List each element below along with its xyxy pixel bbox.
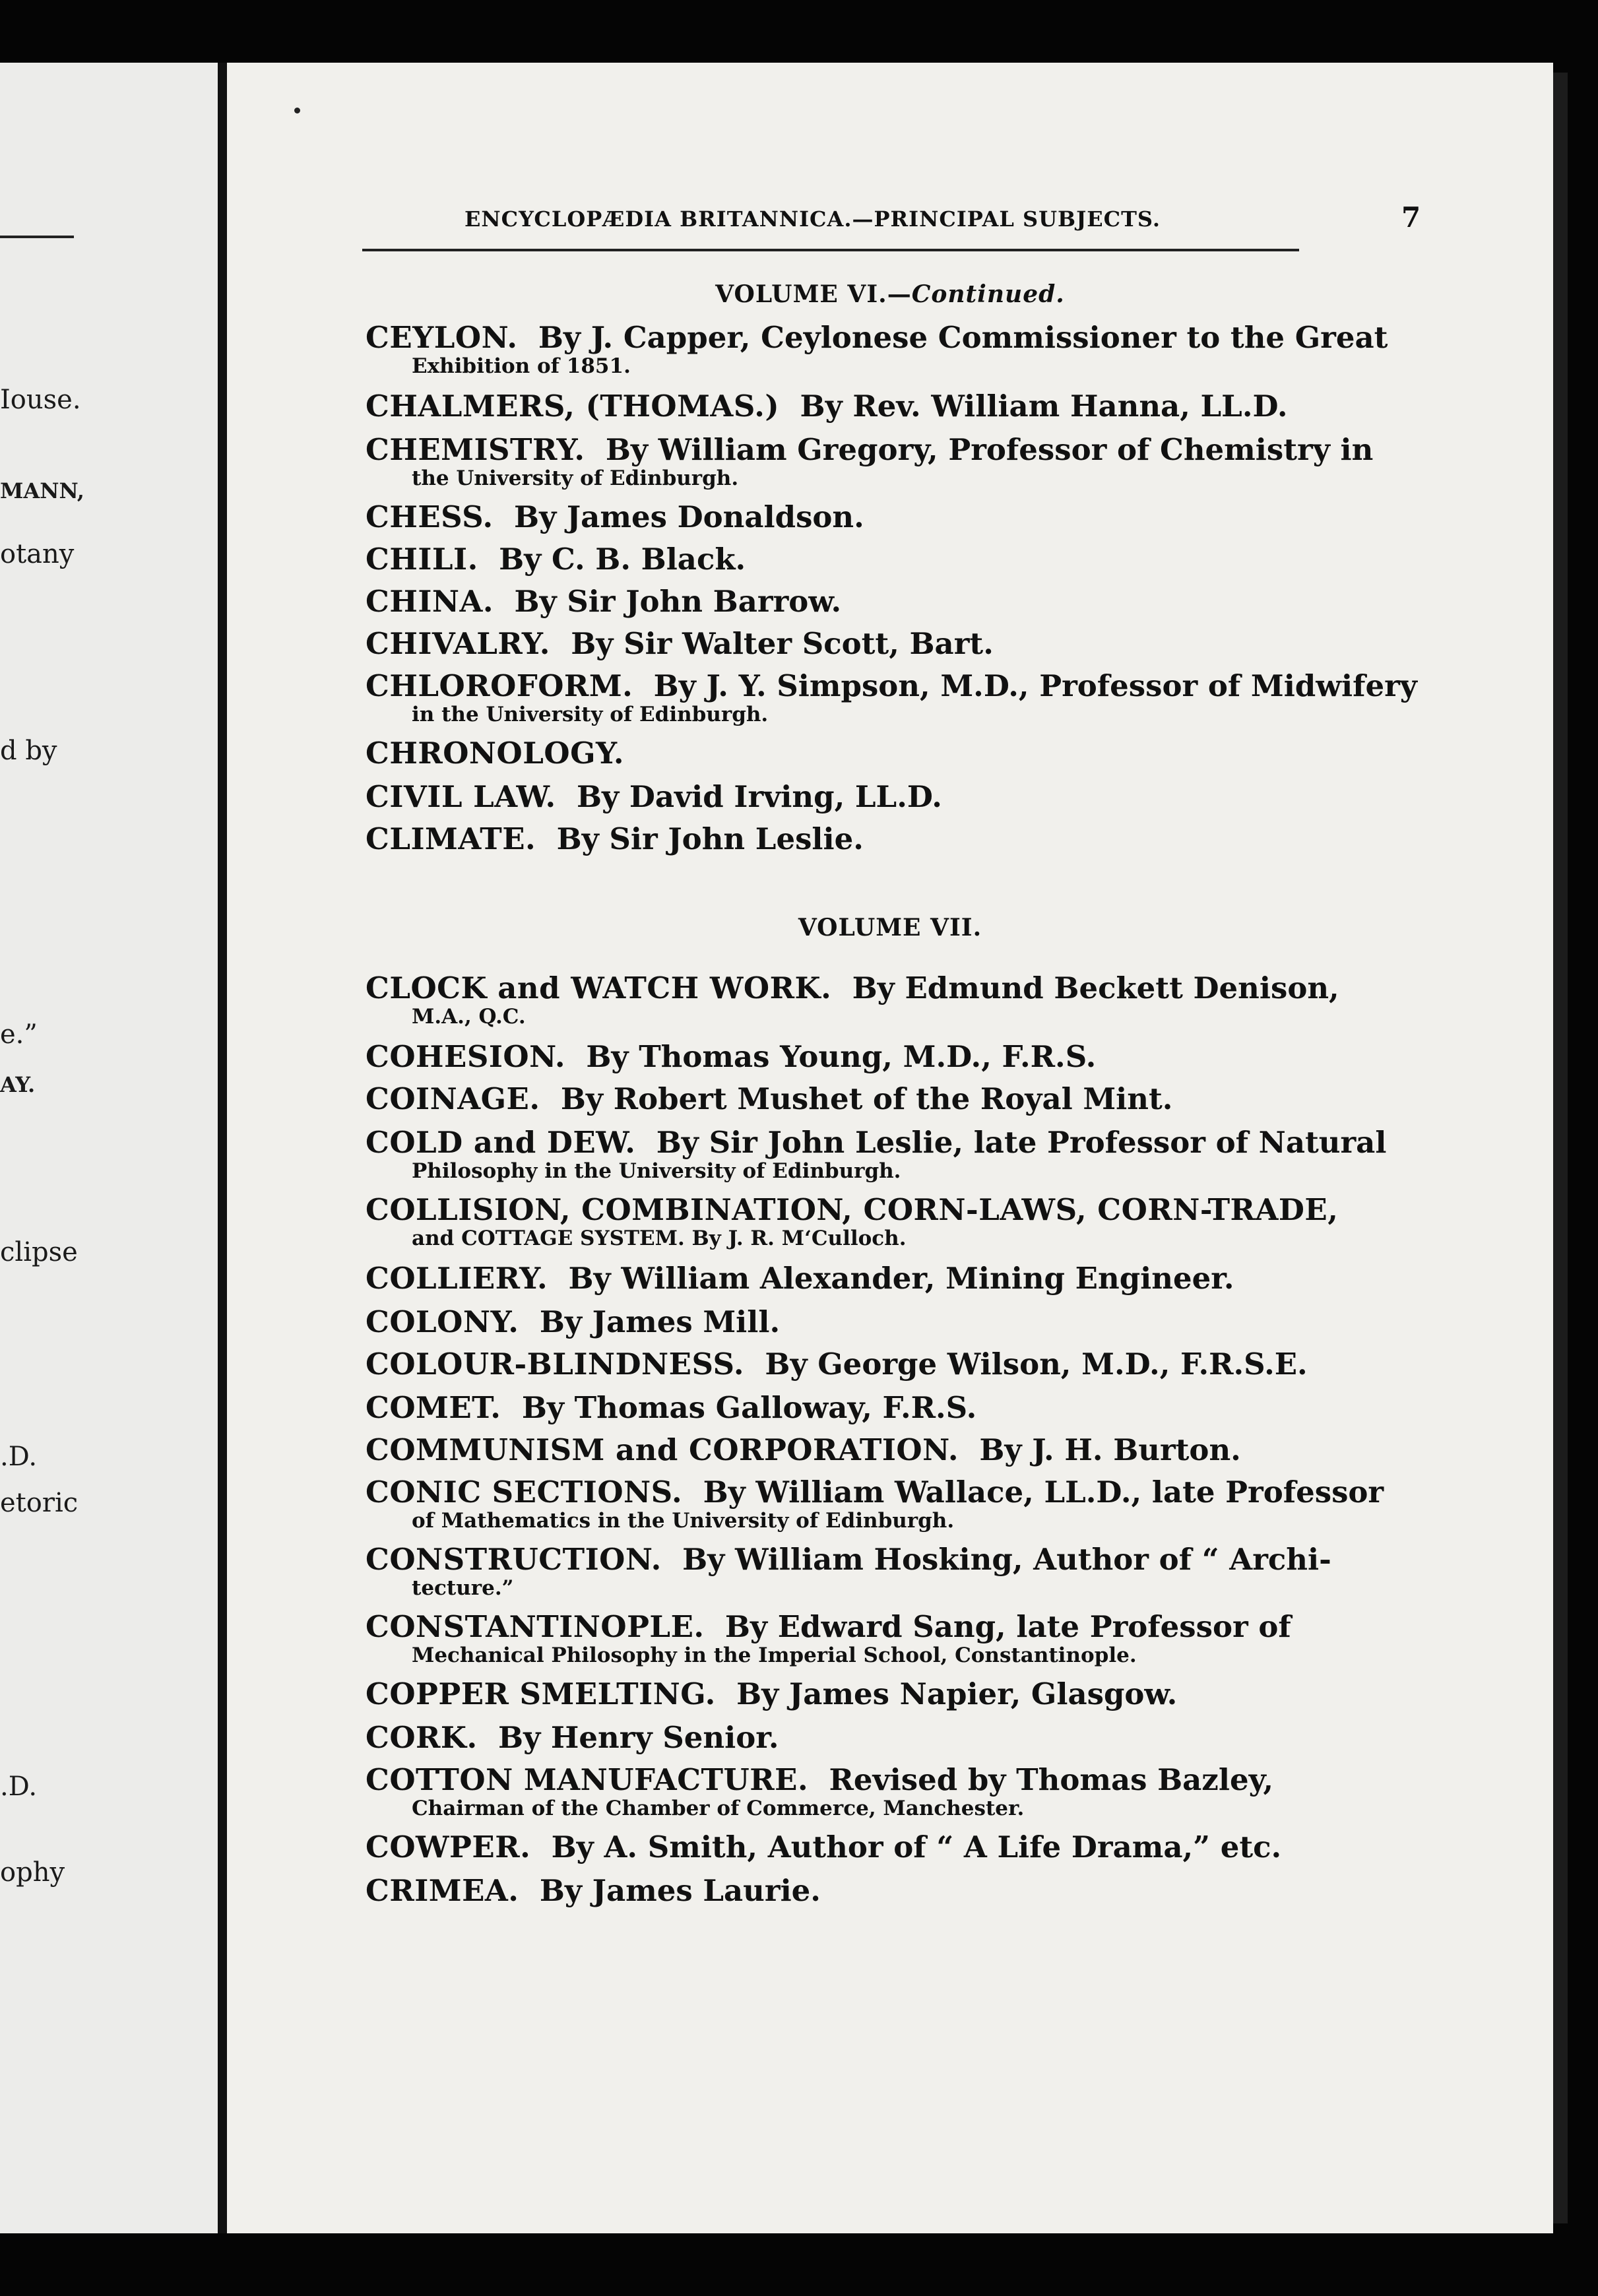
book-gutter bbox=[218, 63, 227, 2233]
entry-subject: CLOCK and WATCH WORK. bbox=[366, 971, 832, 1005]
entry-continuation: of Mathematics in the University of Edinburgh. bbox=[412, 1509, 955, 1533]
entry-comet bbox=[366, 1391, 1533, 1424]
entry-byline: By Edmund Beckett Denison, bbox=[852, 971, 1339, 1005]
running-title: ENCYCLOPÆDIA BRITANNICA.—PRINCIPAL SUBJECTS. bbox=[464, 207, 1161, 232]
entry-subject: CONIC SECTIONS. bbox=[366, 1475, 683, 1510]
entry-byline: By C. B. Black. bbox=[499, 542, 746, 577]
entry-subject: CHLOROFORM. bbox=[366, 668, 633, 703]
entry-continuation: Exhibition of 1851. bbox=[412, 354, 631, 378]
entry-subject: COWPER. bbox=[366, 1830, 531, 1865]
entry-subject: COLLIERY. bbox=[366, 1261, 548, 1296]
entry-cork bbox=[366, 1721, 1533, 1754]
entry-collision bbox=[366, 1194, 1533, 1250]
page-number: 7 bbox=[1401, 201, 1421, 234]
entry-byline: By Sir John Leslie. bbox=[556, 821, 864, 856]
entry-byline: By A. Smith, Author of “ A Life Drama,” etc. bbox=[551, 1830, 1282, 1865]
left-page-fragment bbox=[0, 63, 218, 2233]
entry-subject: COMET. bbox=[366, 1390, 501, 1425]
left-fragment: AY. bbox=[0, 1072, 36, 1097]
entry-byline: By William Wallace, LL.D., late Professor bbox=[703, 1475, 1384, 1510]
entry-conic-sections bbox=[366, 1476, 1533, 1533]
entry-subject: CHILI. bbox=[366, 542, 478, 577]
entry-byline: By James Laurie. bbox=[539, 1873, 821, 1908]
entry-byline: By J. H. Burton. bbox=[979, 1432, 1241, 1467]
entry-chili bbox=[366, 543, 1533, 576]
entry-coinage bbox=[366, 1083, 1533, 1116]
entry-copper-smelting bbox=[366, 1678, 1533, 1711]
entry-chess bbox=[366, 501, 1533, 534]
entry-subject: CONSTRUCTION. bbox=[366, 1542, 662, 1577]
left-fragment: d by bbox=[0, 736, 57, 766]
entry-crimea bbox=[366, 1874, 1533, 1907]
entry-colour-blindness bbox=[366, 1348, 1533, 1381]
entry-byline: By Sir John Leslie, late Professor of Natural bbox=[656, 1125, 1387, 1160]
entry-byline: By Robert Mushet of the Royal Mint. bbox=[560, 1081, 1173, 1116]
entry-civil-law bbox=[366, 781, 1533, 813]
entry-communism bbox=[366, 1434, 1533, 1467]
left-page-rule bbox=[0, 236, 74, 238]
entry-constantinople bbox=[366, 1610, 1533, 1667]
entry-continuation: Chairman of the Chamber of Commerce, Manchester. bbox=[412, 1797, 1025, 1820]
entry-subject: COLOUR-BLINDNESS. bbox=[366, 1347, 745, 1382]
entry-continuation: M.A., Q.C. bbox=[412, 1005, 526, 1029]
left-fragment: etoric bbox=[0, 1488, 79, 1518]
entry-byline: By James Donaldson. bbox=[514, 499, 864, 534]
left-fragment: clipse bbox=[0, 1237, 78, 1267]
entry-cohesion bbox=[366, 1040, 1533, 1073]
left-fragment: Iouse. bbox=[0, 385, 81, 415]
entry-byline: By Thomas Young, M.D., F.R.S. bbox=[586, 1039, 1097, 1074]
entry-continuation: and COTTAGE SYSTEM. By J. R. M‘Culloch. bbox=[412, 1227, 907, 1250]
entry-chivalry bbox=[366, 627, 1533, 660]
entry-byline: By Sir John Barrow. bbox=[514, 584, 842, 619]
entry-colony bbox=[366, 1306, 1533, 1339]
entry-byline: By David Irving, LL.D. bbox=[577, 779, 942, 814]
entry-chloroform bbox=[366, 670, 1533, 726]
entry-cowper bbox=[366, 1831, 1533, 1864]
left-fragment: .D. bbox=[0, 1442, 38, 1472]
entry-subject: CORK. bbox=[366, 1720, 478, 1755]
entry-subject: CHESS. bbox=[366, 499, 494, 534]
entry-subject: CHRONOLOGY. bbox=[366, 736, 625, 771]
left-fragment: ophy bbox=[0, 1857, 65, 1888]
entry-construction bbox=[366, 1543, 1533, 1600]
entry-byline: By Sir Walter Scott, Bart. bbox=[571, 626, 994, 661]
left-fragment: .D. bbox=[0, 1771, 38, 1802]
entry-continuation: Philosophy in the University of Edinburgh. bbox=[412, 1159, 901, 1183]
entry-cold-and-dew bbox=[366, 1126, 1533, 1183]
entry-byline: By Henry Senior. bbox=[498, 1720, 779, 1755]
entry-subject: COTTON MANUFACTURE. bbox=[366, 1762, 809, 1797]
entry-subject: CHEMISTRY. bbox=[366, 432, 585, 467]
entry-byline: By William Hosking, Author of “ Archi- bbox=[682, 1542, 1331, 1577]
entry-byline: By Edward Sang, late Professor of bbox=[724, 1609, 1291, 1644]
entry-climate bbox=[366, 823, 1533, 856]
volume-heading-continued: Continued. bbox=[911, 280, 1065, 308]
entry-byline: By James Mill. bbox=[539, 1304, 781, 1339]
entry-subject: COLONY. bbox=[366, 1304, 519, 1339]
entry-subject: CLIMATE. bbox=[366, 821, 536, 856]
entry-subject: CRIMEA. bbox=[366, 1873, 519, 1908]
left-fragment: e.” bbox=[0, 1019, 38, 1050]
entry-byline: By William Gregory, Professor of Chemistry in bbox=[605, 432, 1374, 467]
entry-chalmers bbox=[366, 390, 1533, 423]
entry-subject: COHESION. bbox=[366, 1039, 565, 1074]
left-fragment: MANN, bbox=[0, 478, 84, 503]
entry-subject: CEYLON. bbox=[366, 320, 518, 355]
entry-byline: By J. Y. Simpson, M.D., Professor of Midwifery bbox=[653, 668, 1417, 703]
entry-cotton-manufacture bbox=[366, 1764, 1533, 1820]
entry-chronology bbox=[366, 737, 1533, 770]
entry-subject: CONSTANTINOPLE. bbox=[366, 1609, 705, 1644]
volume-heading: VOLUME VII. bbox=[798, 914, 982, 941]
entry-byline: By Thomas Galloway, F.R.S. bbox=[521, 1390, 977, 1425]
entry-subject: COINAGE. bbox=[366, 1081, 540, 1116]
entry-byline: By William Alexander, Mining Engineer. bbox=[568, 1261, 1234, 1296]
entry-continuation: in the University of Edinburgh. bbox=[412, 703, 769, 726]
entry-colliery bbox=[366, 1262, 1533, 1295]
entry-byline: By James Napier, Glasgow. bbox=[736, 1676, 1178, 1711]
entry-subject: COLD and DEW. bbox=[366, 1125, 636, 1160]
header-rule bbox=[362, 249, 1299, 251]
entry-byline: By Rev. William Hanna, LL.D. bbox=[800, 389, 1288, 424]
entry-byline: By J. Capper, Ceylonese Commissioner to the Great bbox=[538, 320, 1388, 355]
entry-clock bbox=[366, 972, 1533, 1029]
entry-subject: COPPER SMELTING. bbox=[366, 1676, 716, 1711]
entry-subject: COLLISION, COMBINATION, CORN-LAWS, CORN-TRADE, bbox=[366, 1192, 1339, 1227]
volume-heading-text: VOLUME VI.— bbox=[715, 280, 912, 308]
page-right-edge bbox=[1553, 73, 1568, 2223]
entry-subject: COMMUNISM and CORPORATION. bbox=[366, 1432, 959, 1467]
entry-ceylon bbox=[366, 321, 1533, 378]
entry-byline: Revised by Thomas Bazley, bbox=[829, 1762, 1274, 1797]
entry-subject: CHALMERS, (THOMAS.) bbox=[366, 389, 780, 424]
volume-heading bbox=[227, 280, 1553, 308]
running-header bbox=[346, 201, 1533, 241]
ink-speck bbox=[294, 108, 300, 113]
entry-continuation: tecture.” bbox=[412, 1576, 514, 1600]
entry-continuation: the University of Edinburgh. bbox=[412, 466, 739, 490]
entry-subject: CHINA. bbox=[366, 584, 494, 619]
entry-subject: CHIVALRY. bbox=[366, 626, 550, 661]
entry-subject: CIVIL LAW. bbox=[366, 779, 556, 814]
main-page bbox=[227, 63, 1553, 2233]
entry-china bbox=[366, 585, 1533, 618]
entry-chemistry bbox=[366, 433, 1533, 490]
entry-byline: By George Wilson, M.D., F.R.S.E. bbox=[765, 1347, 1308, 1382]
entry-continuation: Mechanical Philosophy in the Imperial School, Constantinople. bbox=[412, 1643, 1137, 1667]
left-fragment: otany bbox=[0, 539, 75, 569]
